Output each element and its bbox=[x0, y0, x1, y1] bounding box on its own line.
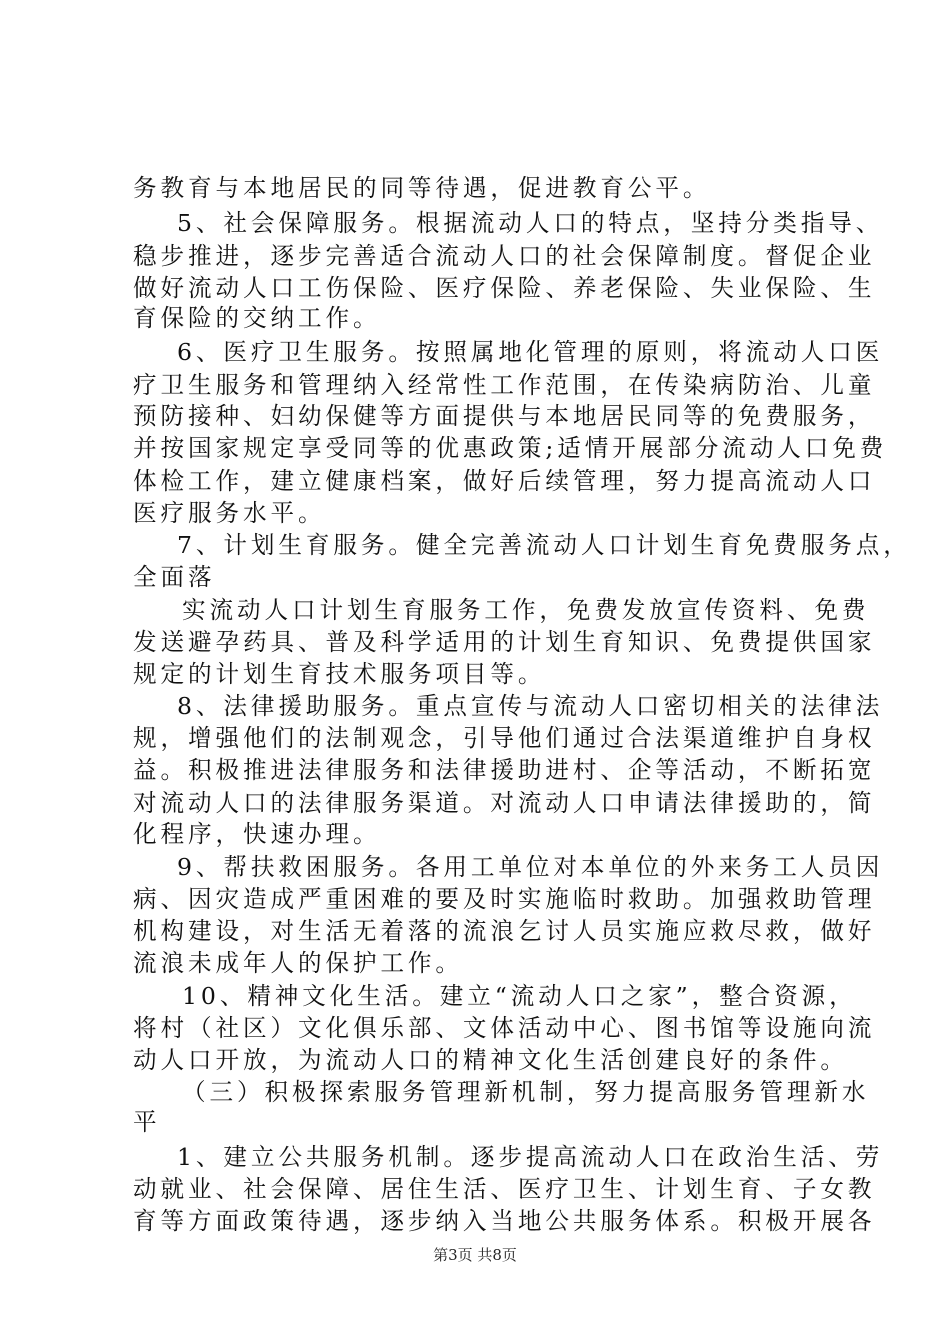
text-line: 做好流动人口工伤保险、医疗保险、养老保险、失业保险、生 bbox=[133, 274, 876, 302]
text-line: 动就业、社会保障、居住生活、医疗卫生、计划生育、子女教 bbox=[133, 1175, 876, 1203]
text-line: 病、因灾造成严重困难的要及时实施临时救助。加强救助管理 bbox=[133, 885, 876, 913]
page-number-footer: 第3页 共8页 bbox=[433, 1246, 517, 1264]
text-line: 体检工作，建立健康档案，做好后续管理，努力提高流动人口 bbox=[133, 467, 876, 495]
text-line: 务教育与本地居民的同等待遇，促进教育公平。 bbox=[133, 174, 711, 202]
text-line: 对流动人口的法律服务渠道。对流动人口申请法律援助的，简 bbox=[133, 789, 876, 817]
text-line: 育保险的交纳工作。 bbox=[133, 304, 381, 332]
text-line: 预防接种、妇幼保健等方面提供与本地居民同等的免费服务， bbox=[133, 402, 876, 430]
text-line: 规定的计划生育技术服务项目等。 bbox=[133, 660, 546, 688]
text-line: 9、帮扶救困服务。各用工单位对本单位的外来务工人员因 bbox=[177, 853, 884, 881]
text-line: 疗卫生服务和管理纳入经常性工作范围，在传染病防治、儿童 bbox=[133, 371, 876, 399]
text-line: 8、法律援助服务。重点宣传与流动人口密切相关的法律法 bbox=[177, 692, 884, 720]
text-line: 动人口开放，为流动人口的精神文化生活创建良好的条件。 bbox=[133, 1046, 848, 1074]
text-line: 实流动人口计划生育服务工作，免费发放宣传资料、免费 bbox=[182, 596, 870, 624]
text-line: 医疗服务水平。 bbox=[133, 499, 326, 527]
text-line: 机构建设，对生活无着落的流浪乞讨人员实施应救尽救，做好 bbox=[133, 917, 876, 945]
text-line: 6、医疗卫生服务。按照属地化管理的原则，将流动人口医 bbox=[177, 338, 884, 366]
text-line: 益。积极推进法律服务和法律援助进村、企等活动，不断拓宽 bbox=[133, 756, 876, 784]
text-line: 7、计划生育服务。健全完善流动人口计划生育免费服务点， bbox=[177, 531, 911, 559]
section-heading: 平 bbox=[133, 1108, 161, 1136]
section-heading: （三）积极探索服务管理新机制，努力提高服务管理新水 bbox=[182, 1078, 870, 1106]
text-line: 稳步推进，逐步完善适合流动人口的社会保障制度。督促企业 bbox=[133, 242, 876, 270]
text-line: 并按国家规定享受同等的优惠政策;适情开展部分流动人口免费 bbox=[133, 434, 888, 462]
text-line: 全面落 bbox=[133, 563, 216, 591]
text-line: 规，增强他们的法制观念，引导他们通过合法渠道维护自身权 bbox=[133, 724, 876, 752]
text-line: 流浪未成年人的保护工作。 bbox=[133, 949, 463, 977]
text-line: 1、建立公共服务机制。逐步提高流动人口在政治生活、劳 bbox=[177, 1143, 884, 1171]
text-line: 5、社会保障服务。根据流动人口的特点，坚持分类指导、 bbox=[177, 209, 884, 237]
text-line: 10、精神文化生活。建立“流动人口之家”，整合资源， bbox=[182, 982, 857, 1010]
text-line: 将村（社区）文化俱乐部、文体活动中心、图书馆等设施向流 bbox=[133, 1014, 876, 1042]
text-line: 化程序，快速办理。 bbox=[133, 820, 381, 848]
text-line: 育等方面政策待遇，逐步纳入当地公共服务体系。积极开展各 bbox=[133, 1207, 876, 1235]
text-line: 发送避孕药具、普及科学适用的计划生育知识、免费提供国家 bbox=[133, 628, 876, 656]
